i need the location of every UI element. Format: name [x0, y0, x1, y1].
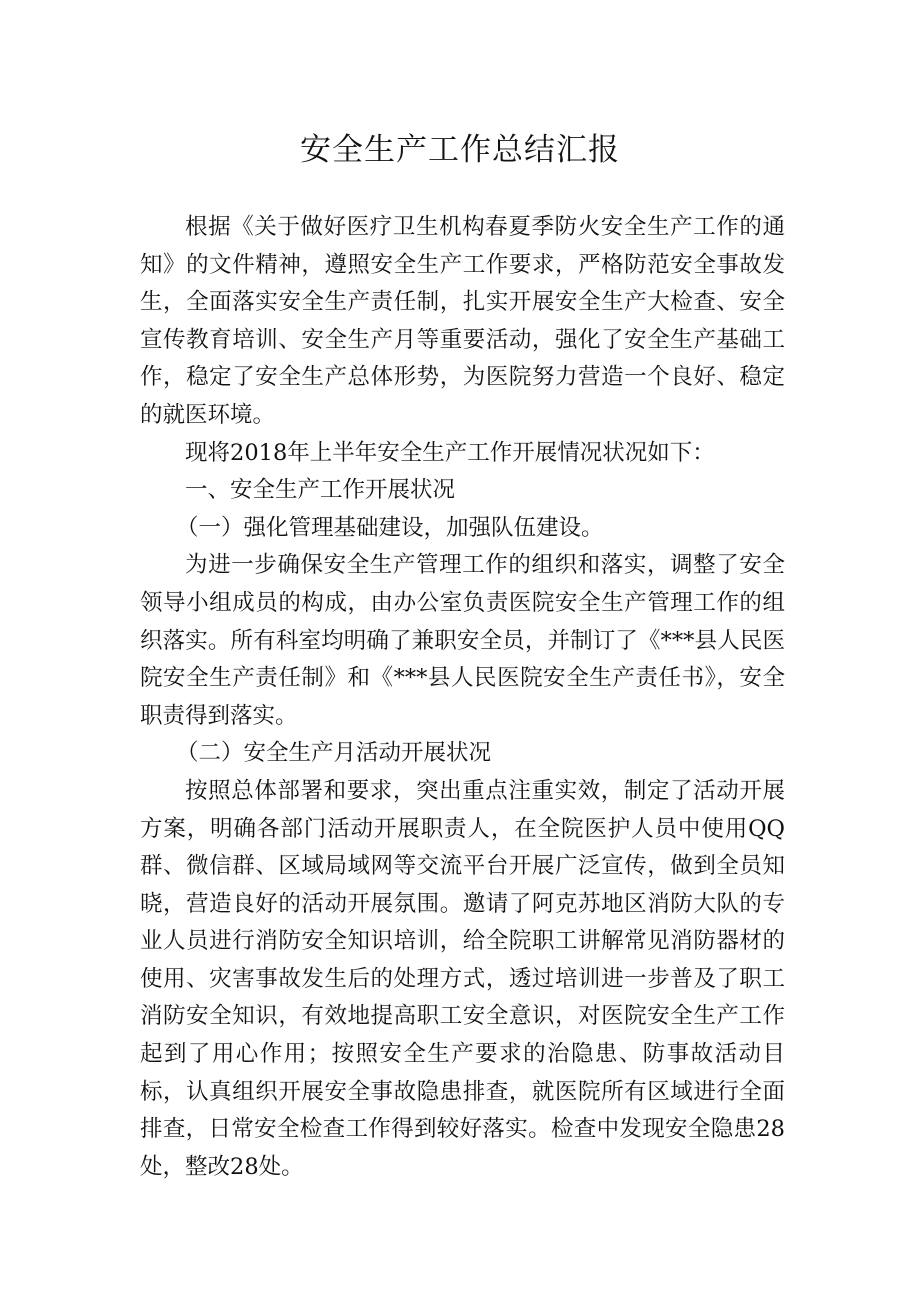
subsection-heading-1: （一）强化管理基础建设，加强队伍建设。 [176, 514, 604, 541]
intro-paragraph: 根据《关于做好医疗卫生机构春夏季防火安全生产工作的通知》的文件精神，遵照安全生产工作要求，严格防范安全事故发生，全面落实安全生产责任制，扎实开展安全生产大检查、安全宣传教育培训、安全生产月等重要活动，强化了安全生产基础工作，稳定了安全生产总体形势，为医院努力营造一个良好、稳定的就医环境。 [140, 214, 785, 428]
overview-line: 现将2018年上半年安全生产工作开展情况状况如下： [185, 439, 715, 466]
subsection-1-paragraph: 为进一步确保安全生产管理工作的组织和落实，调整了安全领导小组成员的构成，由办公室负责医院安全生产管理工作的组织落实。所有科室均明确了兼职安全员，并制订了《***县人民医院安全生产责任制》和《***县人民医院安全生产责任书》，安全职责得到落实。 [140, 552, 785, 729]
document-body [140, 209, 785, 1186]
document-title: 安全生产工作总结汇报 [300, 132, 620, 168]
section-heading-1: 一、安全生产工作开展状况 [185, 477, 456, 504]
subsection-2-paragraph: 按照总体部署和要求，突出重点注重实效，制定了活动开展方案，明确各部门活动开展职责人，在全院医护人员中使用QQ群、微信群、区域局域网等交流平台开展广泛宣传，做到全员知晓，营造良好的活动开展氛围。邀请了阿克苏地区消防大队的专业人员进行消防安全知识培训，给全院职工讲解常见消防器材的使用、灾害事故发生后的处理方式，透过培训进一步普及了职工消防安全知识，有效地提高职工安全意识，对医院安全生产工作起到了用心作用；按照安全生产要求的治隐患、防事故活动目标，认真组织开展安全事故隐患排查，就医院所有区域进行全面排查，日常安全检查工作得到较好落实。检查中发现安全隐患28处，整改28处。 [140, 777, 785, 1180]
subsection-heading-2: （二）安全生产月活动开展状况 [176, 740, 492, 767]
